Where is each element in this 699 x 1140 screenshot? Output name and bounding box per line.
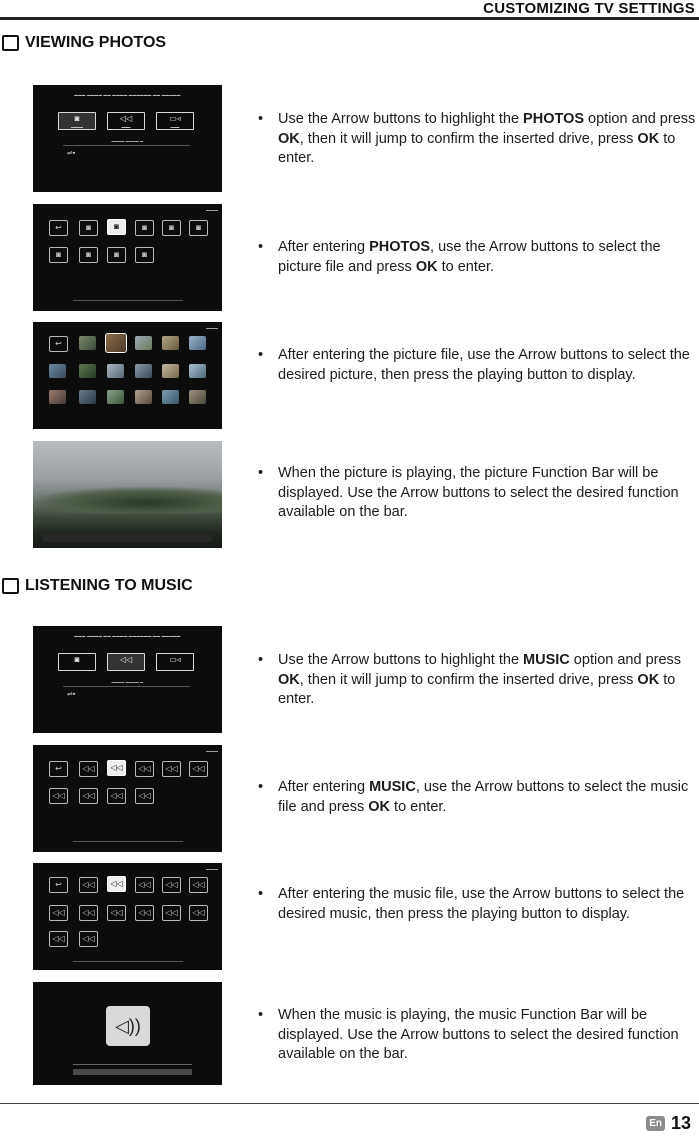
folder-icon: ◙ (107, 247, 126, 263)
folder-icon: ◙ (79, 220, 98, 236)
music-file-icon: ◁◁ (135, 877, 154, 893)
picture-thumbnail (135, 336, 152, 350)
music-folder-icon: ◁◁ (79, 788, 98, 804)
picture-thumbnail (162, 364, 179, 378)
page-header (0, 0, 699, 20)
music-file-icon: ◁◁ (135, 905, 154, 921)
screen-caption: ▬▬▬ ▬▬▬▬ ▬▬ ▬▬▬▬ ▬▬▬▬▬▬ ▬▬ ▬▬▬▬▬ (74, 93, 181, 97)
speaker-icon: ◁)) (106, 1006, 150, 1046)
section-title: VIEWING PHOTOS (25, 34, 167, 51)
screenshot-photo-playback (33, 441, 222, 548)
screen-corner-label: ▬▬▬▬ (206, 749, 218, 753)
back-icon: ↩ (49, 336, 68, 352)
music-file-icon: ◁◁ (49, 931, 68, 947)
music-file-icon: ◁◁ (79, 877, 98, 893)
video-source-icon: ▭◃ (156, 653, 194, 671)
photo-function-bar (43, 534, 212, 542)
picture-thumbnail (79, 364, 96, 378)
screenshot-music-source-select (33, 626, 222, 733)
music-folder-icon: ◁◁ (49, 788, 68, 804)
picture-thumbnail (49, 390, 66, 404)
folder-icon: ◙ (189, 220, 208, 236)
screenshot-photos-thumbnails (33, 322, 222, 429)
progress-line (73, 1064, 192, 1065)
picture-thumbnail (162, 336, 179, 350)
photo-treeline (33, 487, 222, 513)
folder-icon: ◙ (135, 220, 154, 236)
picture-thumbnail (162, 390, 179, 404)
music-file-icon: ◁◁ (79, 931, 98, 947)
section-heading-photos (2, 34, 166, 52)
screenshot-music-folders (33, 745, 222, 852)
status-bar (73, 300, 183, 301)
music-source-icon: ◁◁ ▬▬▬ (107, 112, 145, 130)
picture-thumbnail (107, 364, 124, 378)
screenshot-photos-folders (33, 204, 222, 311)
picture-thumbnail-selected (106, 334, 126, 352)
music-folder-icon: ◁◁ (107, 788, 126, 804)
usb-icon: ⇌▪ (67, 150, 76, 157)
picture-thumbnail (135, 364, 152, 378)
page-title: CUSTOMIZING TV SETTINGS (483, 0, 695, 17)
checkbox-icon (2, 35, 19, 51)
picture-thumbnail (189, 390, 206, 404)
music-folder-icon: ◁◁ (135, 788, 154, 804)
picture-thumbnail (79, 390, 96, 404)
video-source-icon: ▭◃ ▬▬▬ (156, 112, 194, 130)
music-file-icon-selected: ◁◁ (107, 876, 126, 892)
folder-icon: ◙ (162, 220, 181, 236)
drive-caption: ▬▬▬▬ ▬▬▬▬ ▬ (111, 680, 144, 684)
checkbox-icon (2, 578, 19, 594)
music-file-icon: ◁◁ (49, 905, 68, 921)
screen-corner-label: ▬▬▬▬ (206, 867, 218, 871)
folder-icon: ◙ (135, 247, 154, 263)
section-heading-music (2, 577, 193, 595)
folder-icon: ◙ (79, 247, 98, 263)
back-icon: ↩ (49, 220, 68, 236)
folder-icon-selected: ◙ (107, 219, 126, 235)
picture-thumbnail (107, 390, 124, 404)
footer-rule (0, 1103, 699, 1104)
divider (63, 145, 190, 146)
section-title: LISTENING TO MUSIC (25, 577, 193, 594)
header-rule (0, 17, 699, 20)
screenshot-music-files (33, 863, 222, 970)
page-footer (646, 1113, 691, 1134)
screen-corner-label: ▬▬▬▬ (206, 326, 218, 330)
music-file-icon: ◁◁ (189, 877, 208, 893)
screenshot-photos-source-select (33, 85, 222, 192)
screen-caption: ▬▬▬ ▬▬▬▬ ▬▬ ▬▬▬▬ ▬▬▬▬▬▬ ▬▬ ▬▬▬▬▬ (74, 634, 181, 638)
music-folder-icon: ◁◁ (135, 761, 154, 777)
back-icon: ↩ (49, 761, 68, 777)
back-icon: ↩ (49, 877, 68, 893)
photo-source-icon: ◙ ▬▬▬▬ (58, 112, 96, 130)
drive-caption: ▬▬▬▬ ▬▬▬▬ ▬ (111, 139, 144, 143)
music-folder-icon: ◁◁ (79, 761, 98, 777)
screen-corner-label: ▬▬▬▬ (206, 208, 218, 212)
screenshot-music-playback (33, 982, 222, 1085)
music-source-icon: ◁◁ (107, 653, 145, 671)
music-file-icon: ◁◁ (162, 877, 181, 893)
divider (63, 686, 190, 687)
picture-thumbnail (189, 336, 206, 350)
music-file-icon: ◁◁ (107, 905, 126, 921)
music-file-icon: ◁◁ (162, 905, 181, 921)
picture-thumbnail (189, 364, 206, 378)
folder-icon: ◙ (49, 247, 68, 263)
music-folder-icon: ◁◁ (162, 761, 181, 777)
music-folder-icon: ◁◁ (189, 761, 208, 777)
music-folder-icon-selected: ◁◁ (107, 760, 126, 776)
picture-thumbnail (135, 390, 152, 404)
page-number: 13 (670, 1113, 691, 1133)
language-badge: En (646, 1116, 665, 1131)
music-file-icon: ◁◁ (189, 905, 208, 921)
photo-source-icon: ◙ (58, 653, 96, 671)
usb-icon: ⇌▪ (67, 691, 76, 698)
status-bar (73, 841, 183, 842)
music-function-bar (73, 1069, 192, 1075)
music-file-icon: ◁◁ (79, 905, 98, 921)
picture-thumbnail (49, 364, 66, 378)
status-bar (73, 961, 183, 962)
picture-thumbnail (79, 336, 96, 350)
